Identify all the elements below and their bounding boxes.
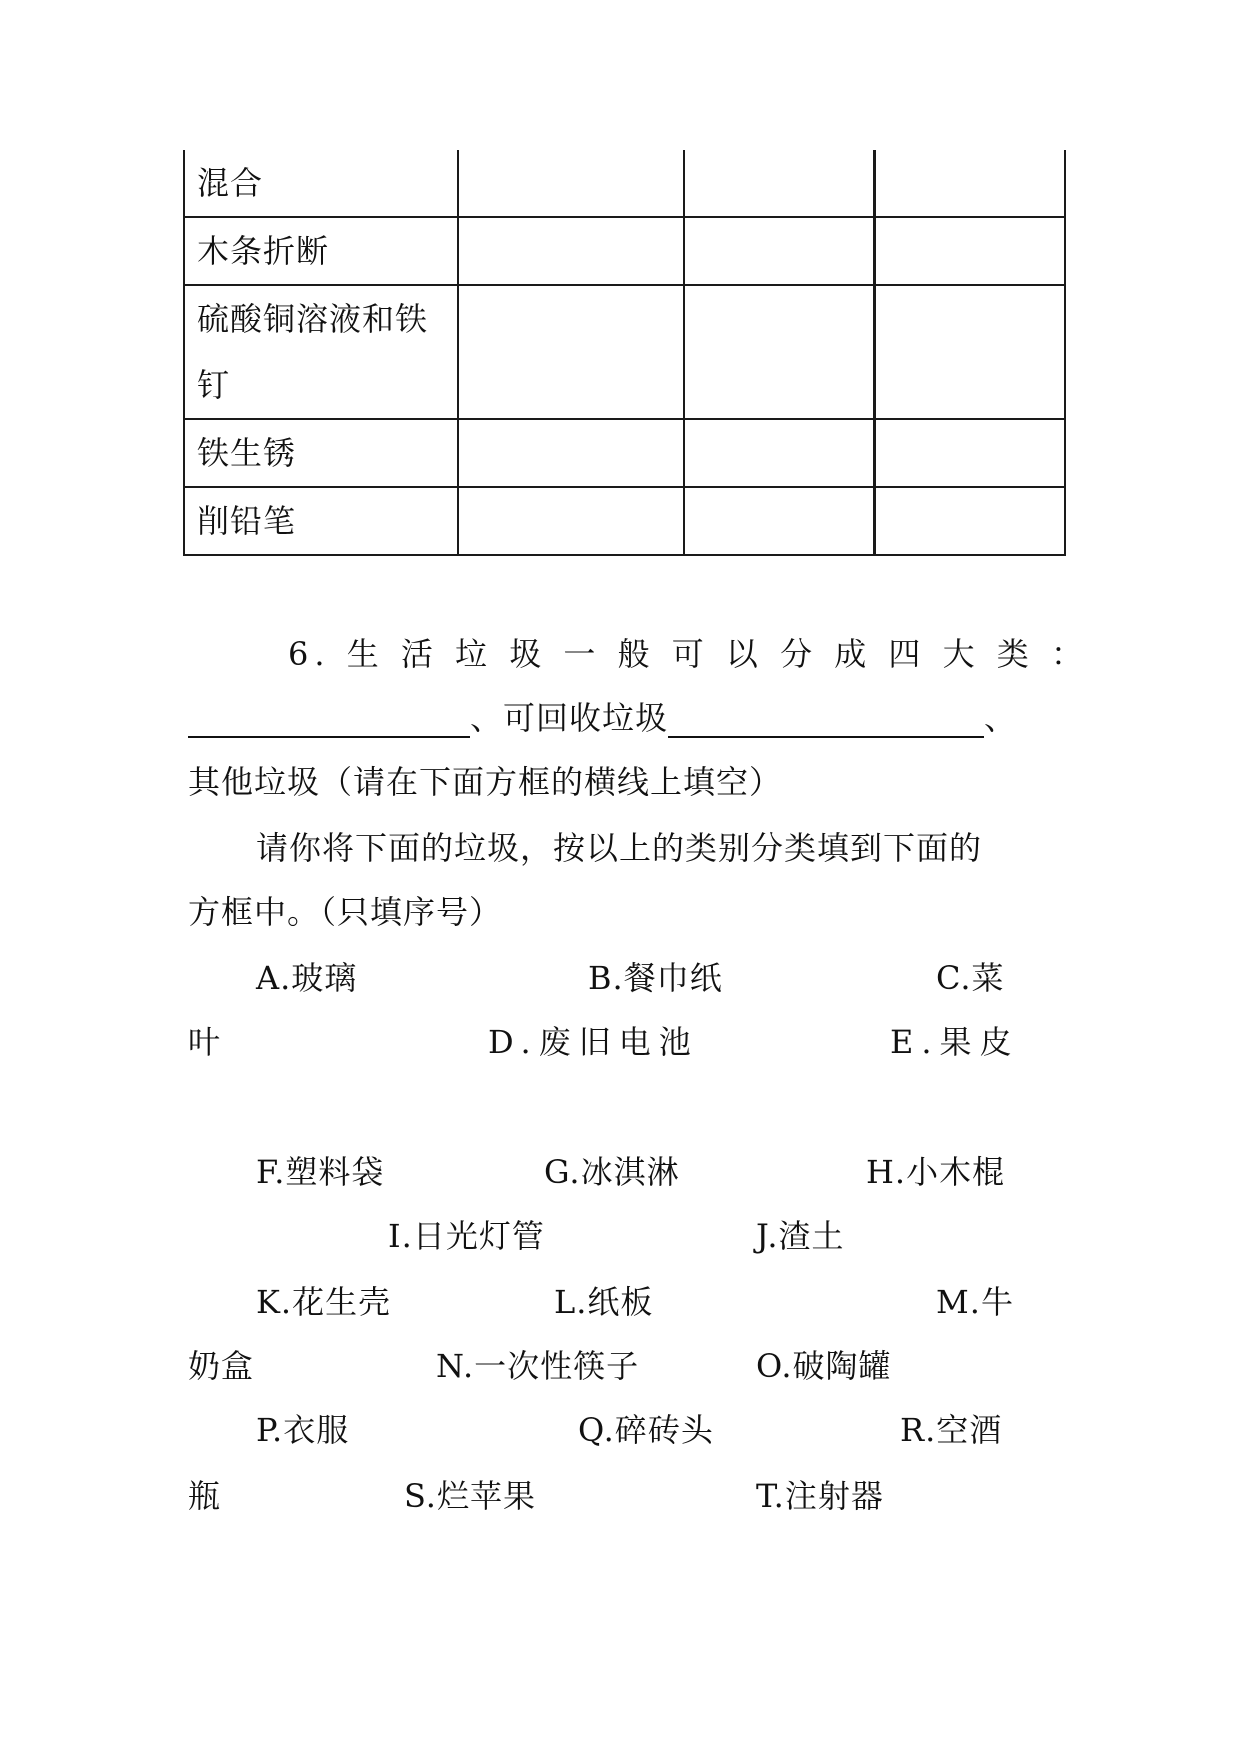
table-cell-label-line: 钉 (197, 366, 231, 404)
table-cell-blank[interactable] (875, 285, 1066, 419)
table-cell-blank[interactable] (458, 150, 684, 217)
option-q: Q.碎砖头 (578, 1411, 714, 1449)
table-row (184, 419, 1065, 487)
question-6-line-3: 其他垃圾（请在下面方框的横线上填空） (188, 763, 783, 801)
option-i: I.日光灯管 (388, 1217, 545, 1255)
option-h: H.小木棍 (866, 1153, 1006, 1191)
option-s: S.烂苹果 (404, 1477, 536, 1515)
option-o: O.破陶罐 (756, 1347, 892, 1385)
option-t: T.注射器 (756, 1477, 884, 1515)
option-m-continued: 奶盒 (188, 1347, 255, 1385)
table-cell-blank[interactable] (458, 419, 684, 487)
table-cell-blank[interactable] (458, 487, 684, 555)
table-row (184, 487, 1065, 555)
instruction-line-1: 请你将下面的垃圾，按以上的类别分类填到下面的 (256, 829, 983, 867)
line-2-end: 、 (984, 699, 1018, 737)
table-cell-label: 木条折断 (184, 217, 458, 285)
option-b: B.餐巾纸 (588, 959, 723, 997)
change-table (183, 150, 1066, 556)
option-j: J.渣土 (756, 1217, 845, 1255)
table-cell-blank[interactable] (684, 150, 875, 217)
option-k: K.花生壳 (256, 1283, 392, 1321)
question-6-line-2 (188, 698, 1017, 738)
table-cell-label: 混合 (184, 150, 458, 217)
option-c: C.菜 (936, 959, 1005, 997)
table-cell-blank[interactable] (875, 217, 1066, 285)
table-cell-blank[interactable] (875, 487, 1066, 555)
option-a: A.玻璃 (256, 959, 358, 997)
option-d: D.废旧电池 (488, 1023, 699, 1061)
recyclable-label: 、可回收垃圾 (470, 699, 669, 737)
table-row (184, 150, 1065, 217)
option-c-continued: 叶 (188, 1023, 222, 1061)
table-cell-blank[interactable] (684, 217, 875, 285)
table-cell-label (184, 285, 458, 419)
option-m: M.牛 (936, 1283, 1014, 1321)
instruction-line-2: 方框中。（只填序号） (188, 893, 503, 931)
table-cell-blank[interactable] (458, 217, 684, 285)
option-p: P.衣服 (256, 1411, 350, 1449)
table-cell-blank[interactable] (458, 285, 684, 419)
option-e: E.果皮 (890, 1023, 1020, 1061)
table-cell-label-line: 硫酸铜溶液和铁 (197, 300, 429, 338)
option-l: L.纸板 (554, 1283, 654, 1321)
table-cell-blank[interactable] (684, 285, 875, 419)
option-f: F.塑料袋 (256, 1153, 385, 1191)
table-cell-blank[interactable] (684, 419, 875, 487)
question-6-line-1: 6. 生 活 垃 圾 一 般 可 以 分 成 四 大 类 ： (288, 635, 1089, 673)
table-cell-label: 削铅笔 (184, 487, 458, 555)
answer-blank-2[interactable] (668, 702, 984, 738)
table-cell-blank[interactable] (875, 419, 1066, 487)
option-n: N.一次性筷子 (436, 1347, 640, 1385)
table-cell-blank[interactable] (875, 150, 1066, 217)
answer-blank-1[interactable] (188, 702, 470, 738)
table-row (184, 285, 1065, 419)
option-r-continued: 瓶 (188, 1477, 222, 1515)
experiment-table (183, 150, 1059, 556)
option-g: G.冰淇淋 (544, 1153, 680, 1191)
option-r: R.空酒 (900, 1411, 1003, 1449)
table-cell-label: 铁生锈 (184, 419, 458, 487)
table-row (184, 217, 1065, 285)
table-cell-blank[interactable] (684, 487, 875, 555)
